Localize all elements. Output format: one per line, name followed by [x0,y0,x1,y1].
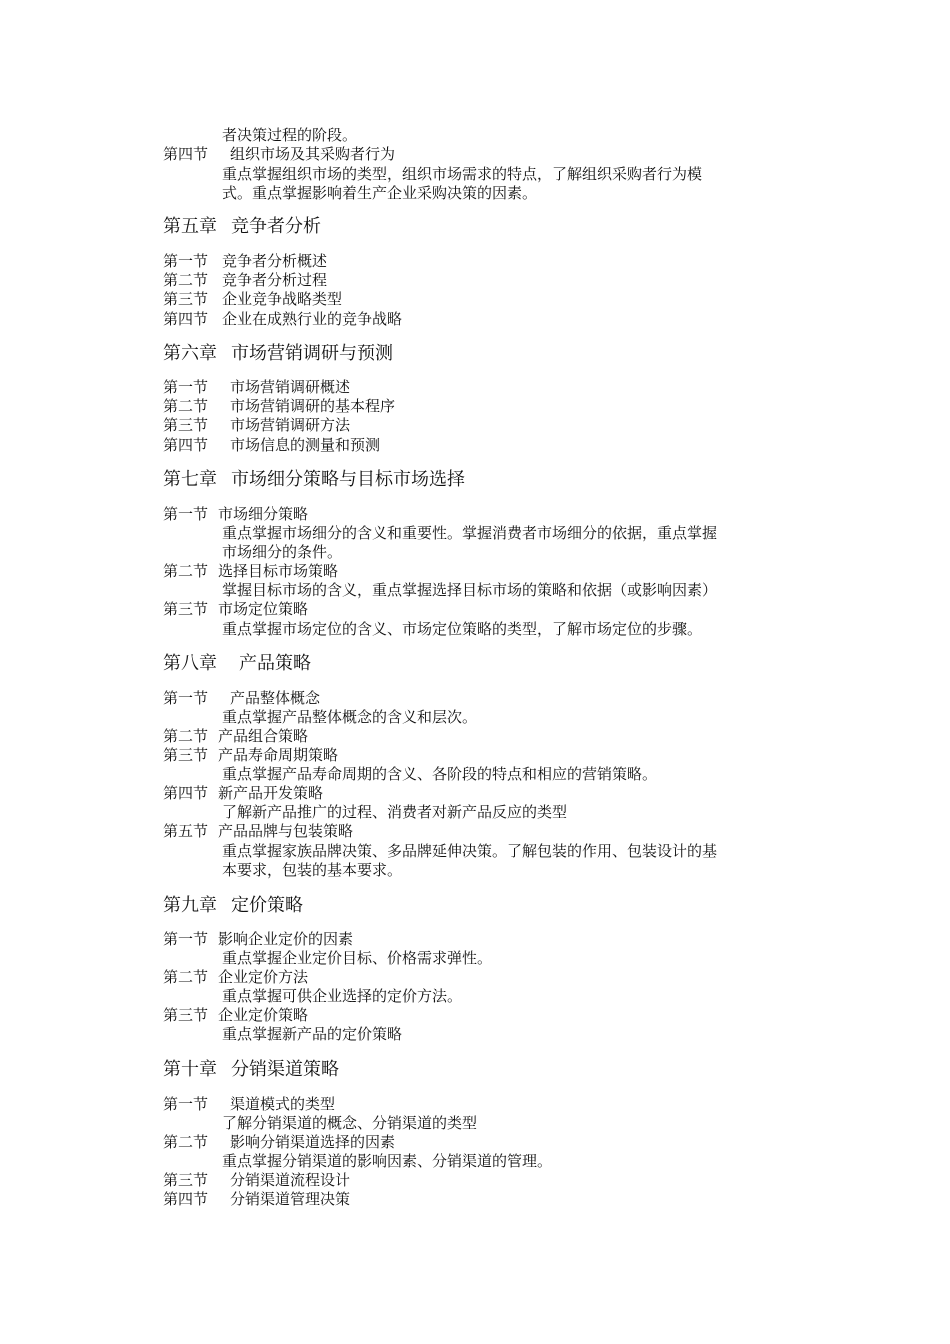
section-heading [163,968,308,987]
chapter-title: 产品策略 [239,653,311,674]
chapter-heading [163,216,321,238]
section-title: 市场营销调研的基本程序 [230,397,396,415]
body-text: 重点掌握家族品牌决策、多品牌延伸决策。了解包装的作用、包装设计的基 [222,842,718,860]
chapter-label: 第六章 [163,343,217,364]
section-label: 第三节 [163,1171,209,1189]
section-heading [163,145,395,164]
section-label: 第一节 [163,252,209,270]
section-label: 第四节 [163,145,209,163]
section-heading [163,416,350,435]
section-heading [163,600,308,619]
chapter-label: 第五章 [163,216,217,237]
section-label: 第三节 [163,416,209,434]
section-label: 第二节 [163,1133,209,1151]
chapter-label: 第九章 [163,895,217,916]
section-heading [163,1190,350,1209]
section-title: 产品寿命周期策略 [218,746,339,764]
section-title: 市场营销调研概述 [230,378,351,396]
body-text: 重点掌握企业定价目标、价格需求弹性。 [222,949,493,967]
section-label: 第二节 [163,727,209,745]
section-heading [163,930,353,949]
section-title: 分销渠道流程设计 [230,1171,351,1189]
chapter-heading [163,469,465,491]
body-text: 重点掌握产品整体概念的含义和层次。 [222,708,478,726]
body-text: 重点掌握新产品的定价策略 [222,1025,403,1043]
section-heading [163,746,338,765]
section-heading [163,1006,308,1025]
chapter-heading [163,343,393,365]
section-heading [163,397,395,416]
section-title: 新产品开发策略 [218,784,324,802]
section-title: 市场营销调研方法 [230,416,351,434]
section-label: 第四节 [163,310,209,328]
section-label: 第三节 [163,600,209,618]
section-title: 竞争者分析过程 [222,271,328,289]
body-text: 重点掌握分销渠道的影响因素、分销渠道的管理。 [222,1152,553,1170]
section-heading [163,1133,395,1152]
body-text: 重点掌握组织市场的类型，组织市场需求的特点，了解组织采购者行为模 [222,165,703,183]
section-title: 渠道模式的类型 [230,1095,336,1113]
section-title: 影响企业定价的因素 [218,930,354,948]
chapter-title: 分销渠道策略 [231,1059,339,1080]
body-text: 重点掌握市场细分的含义和重要性。掌握消费者市场细分的依据，重点掌握 [222,524,718,542]
section-label: 第一节 [163,689,209,707]
section-heading [163,1171,350,1190]
section-title: 企业定价策略 [218,1006,309,1024]
section-label: 第一节 [163,505,209,523]
section-label: 第二节 [163,562,209,580]
section-heading [163,252,327,271]
section-label: 第三节 [163,1006,209,1024]
body-text: 重点掌握市场定位的含义、市场定位策略的类型，了解市场定位的步骤。 [222,620,703,638]
section-label: 第四节 [163,784,209,802]
body-text: 重点掌握可供企业选择的定价方法。 [222,987,463,1005]
section-label: 第四节 [163,436,209,454]
section-title: 企业竞争战略类型 [222,290,343,308]
section-label: 第一节 [163,378,209,396]
body-text: 式。重点掌握影响着生产企业采购决策的因素。 [222,184,538,202]
chapter-heading [163,653,311,675]
section-title: 企业在成熟行业的竞争战略 [222,310,403,328]
section-heading [163,562,338,581]
section-title: 组织市场及其采购者行为 [230,145,396,163]
section-label: 第二节 [163,271,209,289]
section-title: 企业定价方法 [218,968,309,986]
chapter-title: 市场细分策略与目标市场选择 [231,469,465,490]
section-title: 分销渠道管理决策 [230,1190,351,1208]
section-title: 产品整体概念 [230,689,321,707]
chapter-title: 竞争者分析 [231,216,321,237]
chapter-heading [163,1059,339,1081]
body-text: 本要求，包装的基本要求。 [222,861,403,879]
section-title: 产品品牌与包装策略 [218,822,354,840]
section-label: 第三节 [163,746,209,764]
section-label: 第五节 [163,822,209,840]
chapter-heading [163,895,303,917]
section-heading [163,310,402,329]
section-label: 第二节 [163,968,209,986]
body-text: 者决策过程的阶段。 [222,126,358,144]
section-title: 影响分销渠道选择的因素 [230,1133,396,1151]
section-heading [163,822,353,841]
section-title: 市场信息的测量和预测 [230,436,381,454]
chapter-title: 定价策略 [231,895,303,916]
chapter-label: 第八章 [163,653,217,674]
section-heading [163,784,323,803]
body-text: 市场细分的条件。 [222,543,343,561]
section-heading [163,505,308,524]
body-text: 了解新产品推广的过程、消费者对新产品反应的类型 [222,803,568,821]
body-text: 掌握目标市场的含义，重点掌握选择目标市场的策略和依据（或影响因素） [222,581,718,599]
section-label: 第一节 [163,1095,209,1113]
section-title: 市场定位策略 [218,600,309,618]
section-title: 选择目标市场策略 [218,562,339,580]
section-heading [163,727,308,746]
section-heading [163,436,380,455]
section-heading [163,290,342,309]
chapter-title: 市场营销调研与预测 [231,343,393,364]
section-label: 第四节 [163,1190,209,1208]
body-text: 了解分销渠道的概念、分销渠道的类型 [222,1114,478,1132]
section-label: 第三节 [163,290,209,308]
chapter-label: 第十章 [163,1059,217,1080]
section-title: 市场细分策略 [218,505,309,523]
section-title: 竞争者分析概述 [222,252,328,270]
section-title: 产品组合策略 [218,727,309,745]
section-heading [163,378,350,397]
section-label: 第一节 [163,930,209,948]
section-label: 第二节 [163,397,209,415]
section-heading [163,271,327,290]
body-text: 重点掌握产品寿命周期的含义、各阶段的特点和相应的营销策略。 [222,765,658,783]
section-heading [163,689,320,708]
section-heading [163,1095,335,1114]
chapter-label: 第七章 [163,469,217,490]
